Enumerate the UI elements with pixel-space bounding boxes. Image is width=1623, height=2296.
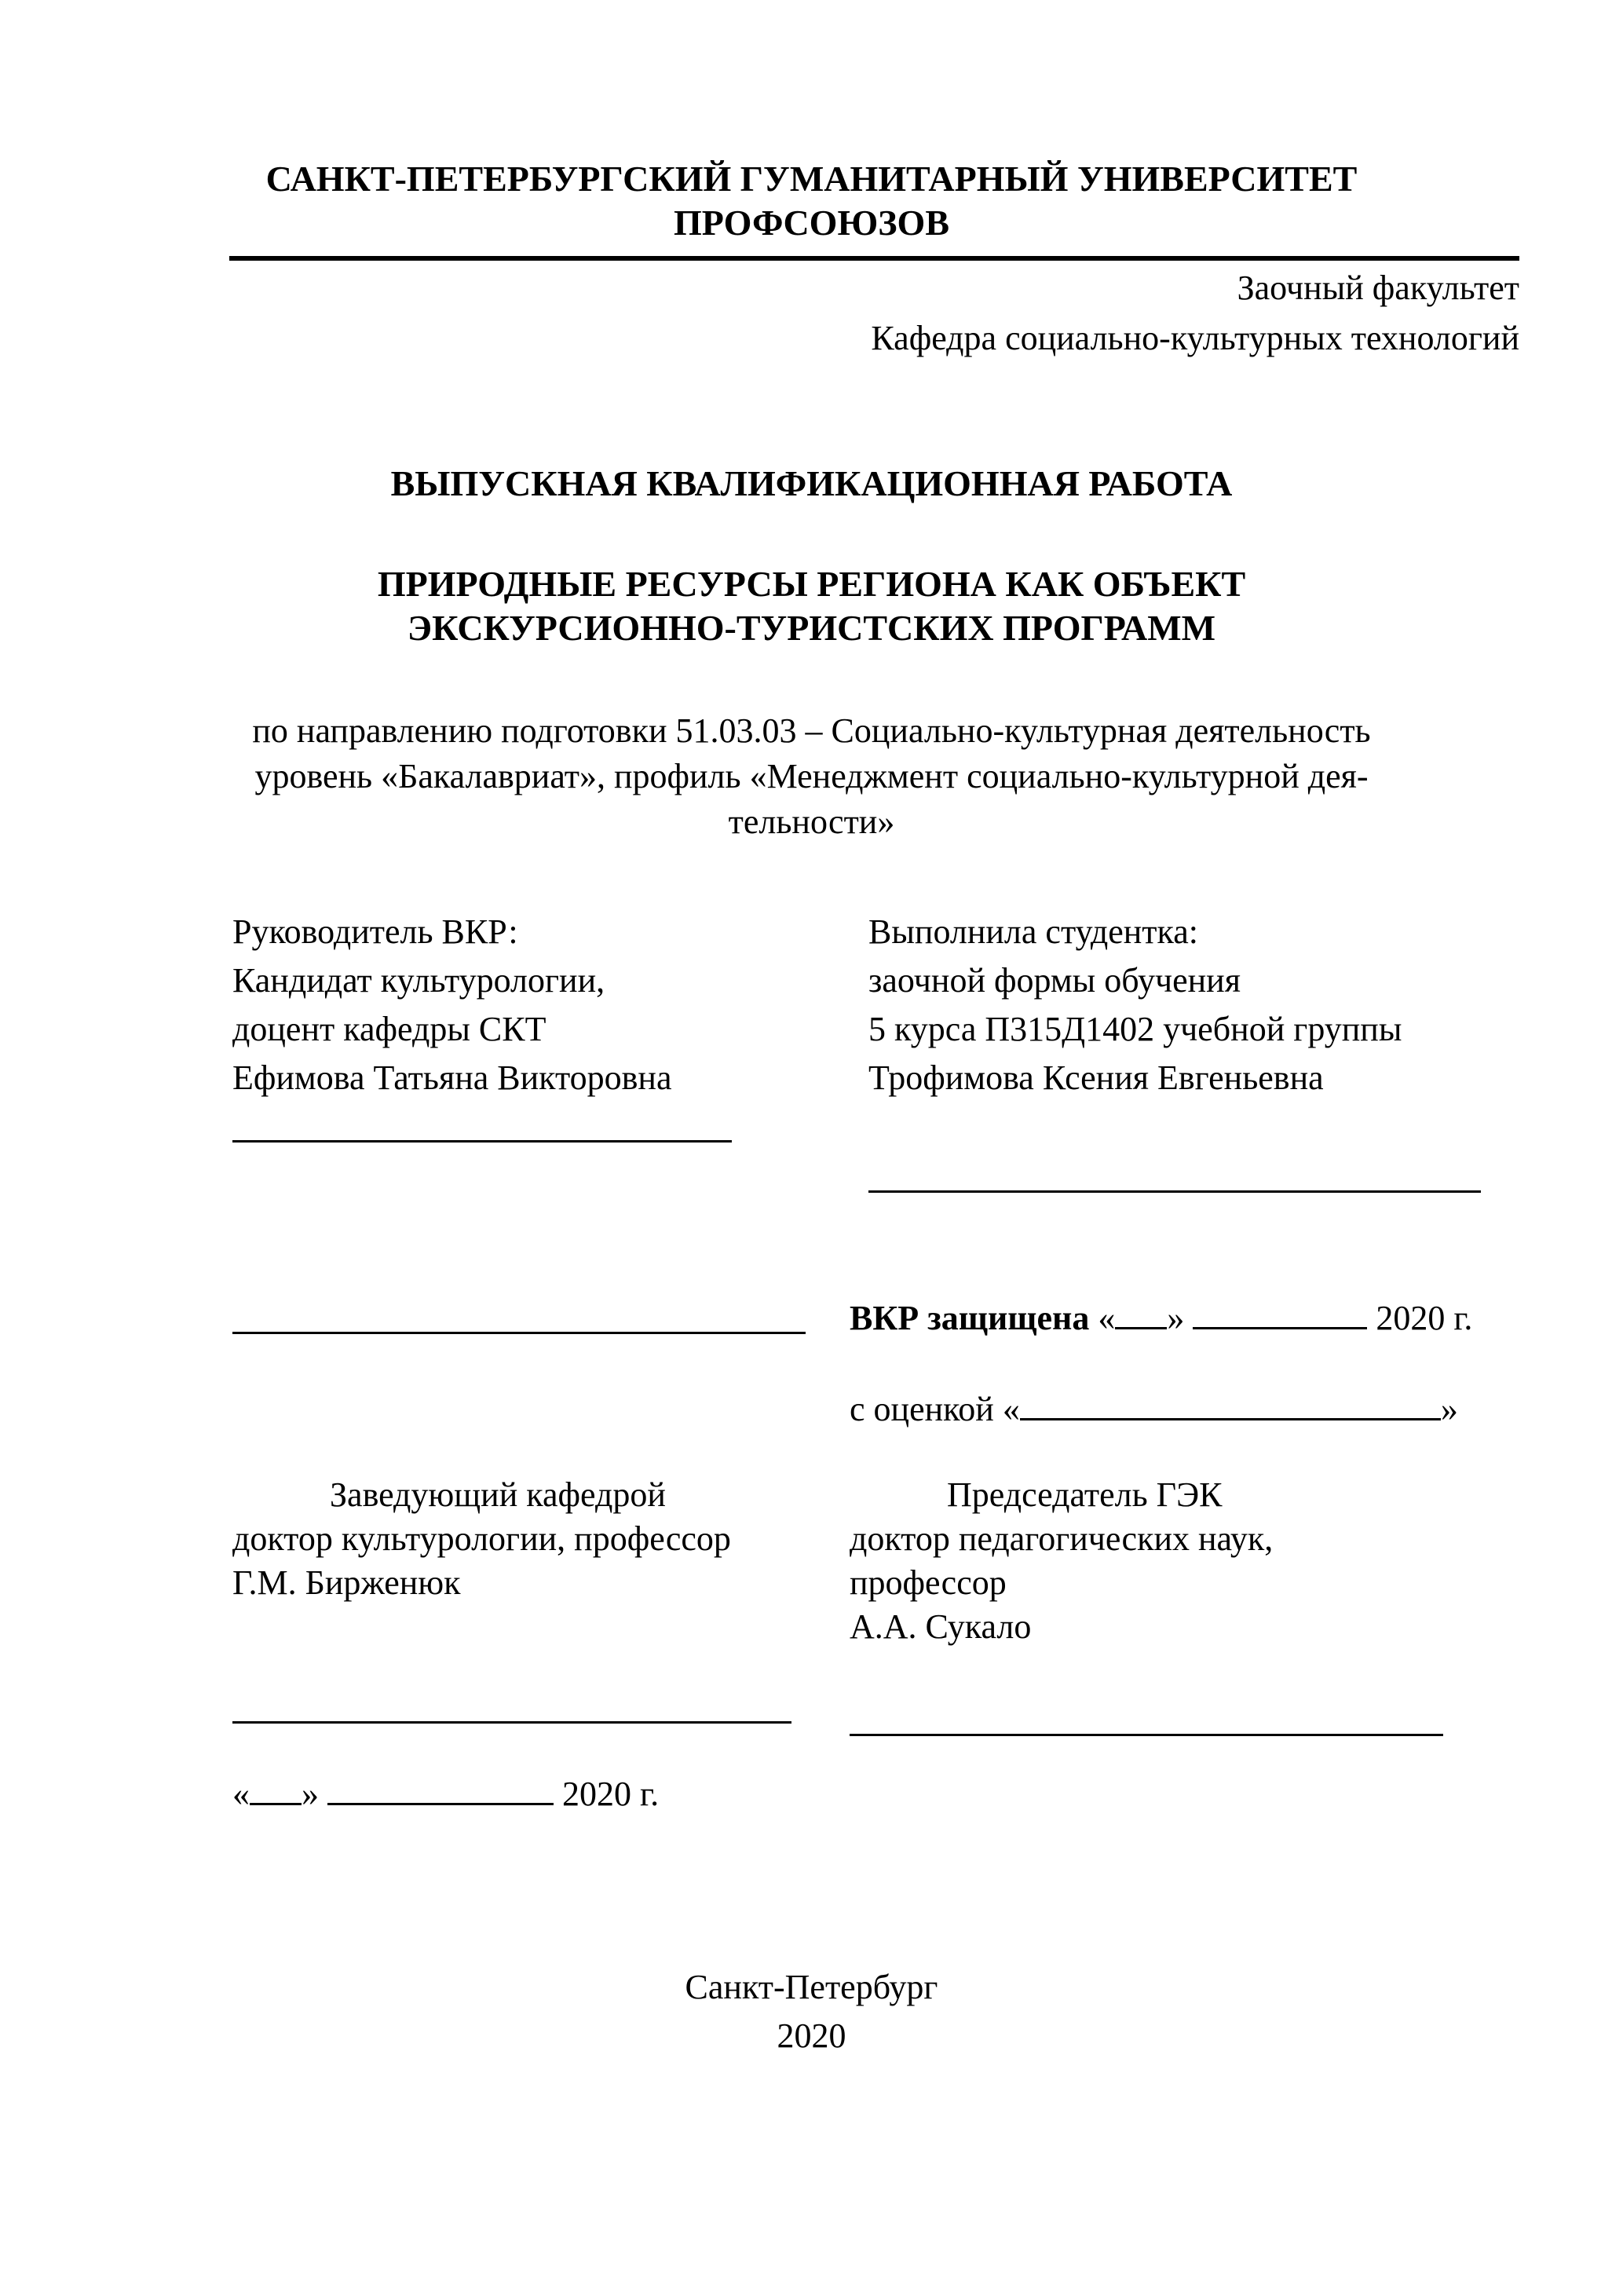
defense-month-field[interactable] [1193,1296,1367,1329]
head-degree: доктор культурологии, профессор [232,1519,731,1558]
head-title: Заведующий кафедрой [330,1475,666,1514]
work-title [0,562,1623,650]
faculty: Заочный факультет [1237,269,1519,307]
work-title-line2: ЭКСКУРСИОННО-ТУРИСТСКИХ ПРОГРАММ [407,608,1216,648]
direction-text [0,708,1623,845]
student-label: Выполнила студентка: [868,912,1198,951]
supervisor-position: доцент кафедры СКТ [232,1010,546,1048]
head-block [232,1473,731,1605]
head-signature-line[interactable] [232,1721,791,1724]
defense-line [850,1296,1472,1341]
direction-line3: тельности» [728,803,895,841]
left-signature-line[interactable] [232,1332,806,1334]
student-block [868,908,1402,1102]
date-line [232,1771,659,1817]
work-type: ВЫПУСКНАЯ КВАЛИФИКАЦИОННАЯ РАБОТА [390,463,1233,503]
grade-line [850,1387,1458,1432]
chairman-title: Председатель ГЭК [947,1475,1223,1514]
footer-city: Санкт-Петербург [685,1968,938,2006]
chairman-rank: профессор [850,1563,1007,1602]
defense-close-quote: » [1167,1299,1185,1337]
university-name-line1: САНКТ-ПЕТЕРБУРГСКИЙ ГУМАНИТАРНЫЙ УНИВЕРСИТЕТ [265,159,1358,199]
direction-line1: по направлению подготовки 51.03.03 – Социально-культурная деятельность [252,711,1371,750]
header-rule [229,256,1519,261]
student-signature-line[interactable] [868,1190,1481,1193]
student-group: 5 курса П315Д1402 учебной группы [868,1010,1402,1048]
chairman-degree: доктор педагогических наук, [850,1519,1274,1558]
student-form: заочной формы обучения [868,961,1241,1000]
defense-open-quote: « [1098,1299,1116,1337]
footer [0,1963,1623,2060]
defense-day-field[interactable] [1115,1296,1167,1329]
date-close-quote: » [302,1775,319,1813]
date-open-quote: « [232,1775,250,1813]
university-name [0,157,1623,245]
supervisor-signature-line[interactable] [232,1140,732,1143]
grade-label: с оценкой « [850,1390,1020,1428]
chairman-name: А.А. Сукало [850,1607,1032,1646]
chairman-block [850,1473,1273,1649]
supervisor-block [232,908,671,1102]
head-name: Г.М. Бирженюк [232,1563,461,1602]
student-name: Трофимова Ксения Евгеньевна [868,1058,1324,1097]
supervisor-label: Руководитель ВКР: [232,912,518,951]
defense-label: ВКР защищена [850,1299,1090,1337]
university-name-line2: ПРОФСОЮЗОВ [674,203,949,243]
chairman-signature-line[interactable] [850,1734,1443,1736]
direction-line2: уровень «Бакалавриат», профиль «Менеджмент социально-культурной дея- [254,757,1369,795]
grade-close-quote: » [1440,1390,1458,1428]
supervisor-name: Ефимова Татьяна Викторовна [232,1058,672,1097]
faculty-block [871,265,1519,361]
department: Кафедра социально-культурных технологий [871,319,1519,357]
supervisor-degree: Кандидат культурологии, [232,961,605,1000]
work-title-line1: ПРИРОДНЫЕ РЕСУРСЫ РЕГИОНА КАК ОБЪЕКТ [377,564,1246,604]
date-day-field[interactable] [250,1771,302,1805]
defense-year: 2020 г. [1376,1299,1473,1337]
footer-year: 2020 [777,2016,846,2055]
date-year: 2020 г. [562,1775,660,1813]
grade-field[interactable] [1020,1387,1441,1420]
date-month-field[interactable] [327,1771,554,1805]
